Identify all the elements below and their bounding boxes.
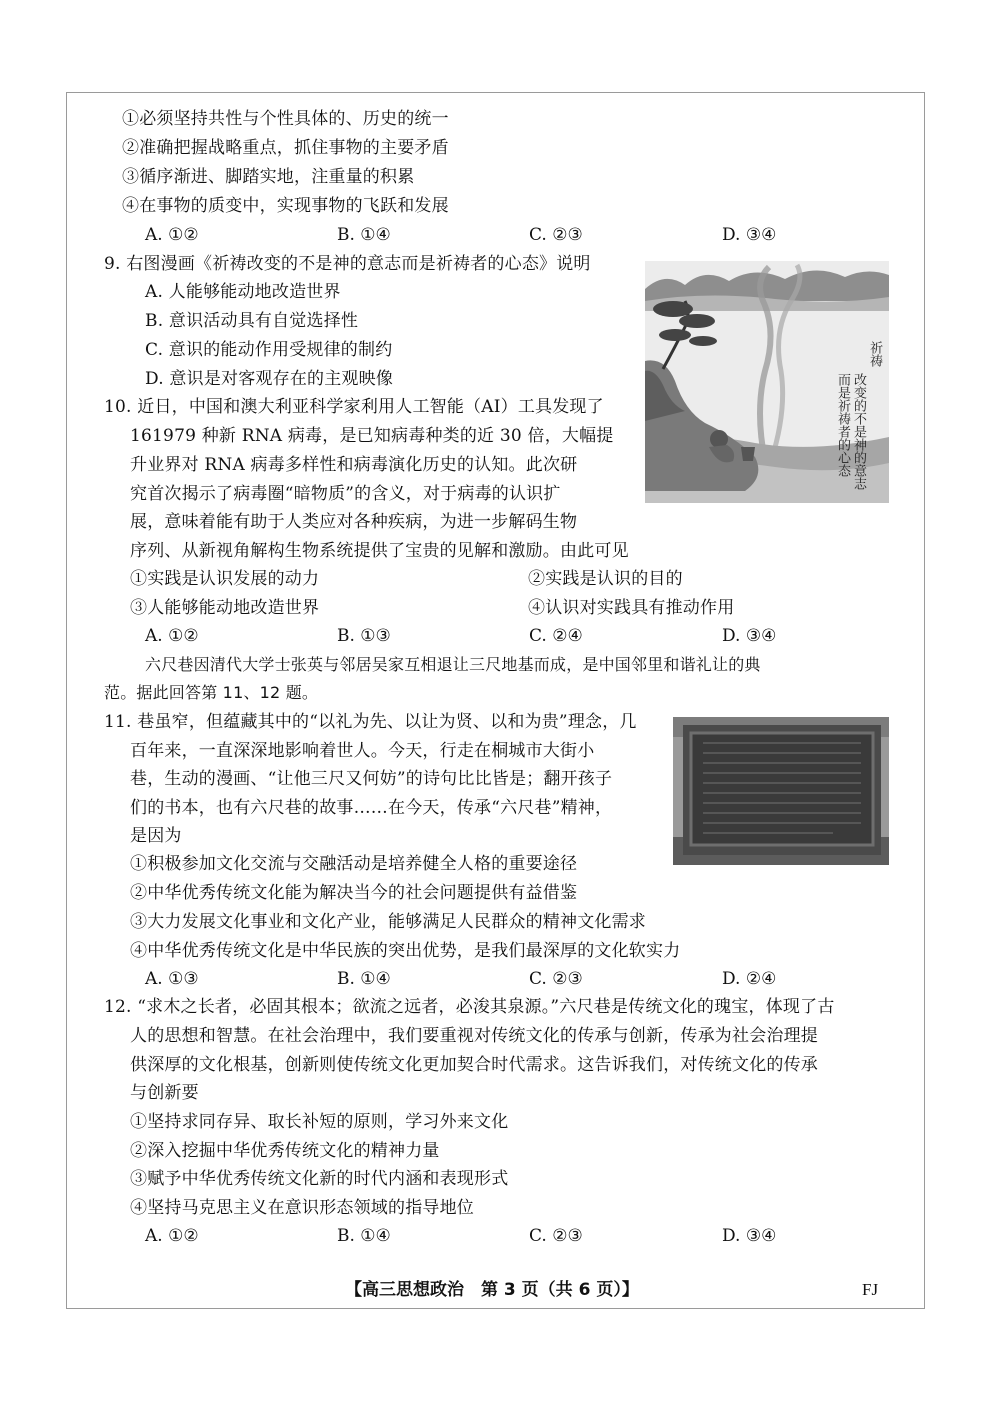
q12-option-b: B. ①④ bbox=[337, 1226, 391, 1246]
q12-line-4: 与创新要 bbox=[130, 1083, 199, 1103]
q9-option-c: C. 意识的能动作用受规律的制约 bbox=[145, 340, 393, 360]
material-line-1: 六尺巷因清代大学士张英与邻居吴家互相退让三尺地基而成，是中国邻里和谐礼让的典 bbox=[145, 655, 761, 674]
q9-option-d: D. 意识是对客观存在的主观映像 bbox=[145, 369, 394, 389]
q10-option-c: C. ②④ bbox=[529, 626, 583, 646]
q8-option-c: C. ②③ bbox=[529, 225, 583, 245]
q11-item-4: ④中华优秀传统文化是中华民族的突出优势，是我们最深厚的文化软实力 bbox=[130, 941, 681, 961]
footer-code: FJ bbox=[862, 1280, 879, 1299]
q8-item-2: ②准确把握战略重点，抓住事物的主要矛盾 bbox=[122, 138, 449, 158]
q12-option-a: A. ①② bbox=[145, 1226, 199, 1246]
q11-line-3: 巷，生动的漫画、“让他三尺又何妨”的诗句比比皆是；翻开孩子 bbox=[130, 769, 613, 789]
q10-line-5: 展，意味着能有助于人类应对各种疾病，为进一步解码生物 bbox=[130, 512, 578, 532]
q10-line-1: 10. 近日，中国和澳大利亚科学家利用人工智能（AI）工具发现了 bbox=[104, 397, 604, 417]
material-line-2: 范。据此回答第 11、12 题。 bbox=[104, 683, 319, 702]
q12-line-2: 人的思想和智慧。在社会治理中，我们要重视对传统文化的传承与创新，传承为社会治理提 bbox=[130, 1026, 818, 1046]
q10-line-4: 究首次揭示了病毒圈“暗物质”的含义，对于病毒的认识扩 bbox=[130, 484, 561, 504]
q9-stem: 9. 右图漫画《祈祷改变的不是神的意志而是祈祷者的心态》说明 bbox=[104, 254, 591, 274]
q11-option-b: B. ①④ bbox=[337, 969, 391, 989]
q11-item-3: ③大力发展文化事业和文化产业，能够满足人民群众的精神文化需求 bbox=[130, 912, 646, 932]
q12-line-1: 12. “求木之长者，必固其根本；欲流之远者，必浚其泉源。”六尺巷是传统文化的瑰宝，体现了古 bbox=[104, 997, 835, 1017]
cartoon-prayer-image bbox=[645, 261, 889, 503]
q10-line-2: 161979 种新 RNA 病毒，是已知病毒种类的近 30 倍，大幅提 bbox=[130, 426, 614, 446]
q10-item-1: ①实践是认识发展的动力 bbox=[130, 569, 320, 589]
q11-line-5: 是因为 bbox=[130, 826, 182, 846]
page-footer-label: 【高三思想政治 第 3 页（共 6 页）】 bbox=[345, 1280, 639, 1300]
q8-option-b: B. ①④ bbox=[337, 225, 391, 245]
q11-item-1: ①积极参加文化交流与交融活动是培养健全人格的重要途径 bbox=[130, 854, 578, 874]
q10-item-4: ④认识对实践具有推动作用 bbox=[528, 598, 735, 618]
q10-item-2: ②实践是认识的目的 bbox=[528, 569, 683, 589]
q10-line-6: 序列、从新视角解构生物系统提供了宝贵的见解和激励。由此可见 bbox=[130, 541, 629, 561]
q12-item-4: ④坚持马克思主义在意识形态领域的指导地位 bbox=[130, 1198, 474, 1218]
q12-option-c: C. ②③ bbox=[529, 1226, 583, 1246]
q10-option-b: B. ①③ bbox=[337, 626, 391, 646]
q12-item-1: ①坚持求同存异、取长补短的原则，学习外来文化 bbox=[130, 1112, 509, 1132]
stone-tablet-photo bbox=[673, 717, 889, 865]
q8-item-3: ③循序渐进、脚踏实地，注重量的积累 bbox=[122, 167, 415, 187]
q10-item-3: ③人能够能动地改造世界 bbox=[130, 598, 320, 618]
q8-option-d: D. ③④ bbox=[722, 225, 777, 245]
q9-option-a: A. 人能够能动地改造世界 bbox=[145, 282, 341, 302]
q8-option-a: A. ①② bbox=[145, 225, 199, 245]
q9-option-b: B. 意识活动具有自觉选择性 bbox=[145, 311, 359, 331]
cartoon-caption-1: 祈祷 bbox=[867, 341, 882, 367]
q11-item-2: ②中华优秀传统文化能为解决当今的社会问题提供有益借鉴 bbox=[130, 883, 578, 903]
q12-option-d: D. ③④ bbox=[722, 1226, 777, 1246]
q11-option-c: C. ②③ bbox=[529, 969, 583, 989]
q11-option-a: A. ①③ bbox=[145, 969, 199, 989]
q12-item-3: ③赋予中华优秀传统文化新的时代内涵和表现形式 bbox=[130, 1169, 509, 1189]
q10-line-3: 升业界对 RNA 病毒多样性和病毒演化历史的认知。此次研 bbox=[130, 455, 578, 475]
q11-line-1: 11. 巷虽窄，但蕴藏其中的“以礼为先、以让为贤、以和为贵”理念，几 bbox=[104, 712, 637, 732]
q12-line-3: 供深厚的文化根基，创新则使传统文化更加契合时代需求。这告诉我们，对传统文化的传承 bbox=[130, 1055, 818, 1075]
q8-item-1: ①必须坚持共性与个性具体的、历史的统一 bbox=[122, 109, 449, 129]
q10-option-a: A. ①② bbox=[145, 626, 199, 646]
cartoon-caption-2: 改变的不是神的意志 bbox=[851, 373, 866, 490]
q8-item-4: ④在事物的质变中，实现事物的飞跃和发展 bbox=[122, 196, 449, 216]
q12-item-2: ②深入挖掘中华优秀传统文化的精神力量 bbox=[130, 1141, 440, 1161]
q11-line-2: 百年来，一直深深地影响着世人。今天，行走在桐城市大街小 bbox=[130, 741, 595, 761]
cartoon-caption-3: 而是祈祷者的心态 bbox=[835, 373, 850, 477]
q10-option-d: D. ③④ bbox=[722, 626, 777, 646]
q11-line-4: 们的书本，也有六尺巷的故事……在今天，传承“六尺巷”精神， bbox=[130, 798, 613, 818]
q11-option-d: D. ②④ bbox=[722, 969, 777, 989]
